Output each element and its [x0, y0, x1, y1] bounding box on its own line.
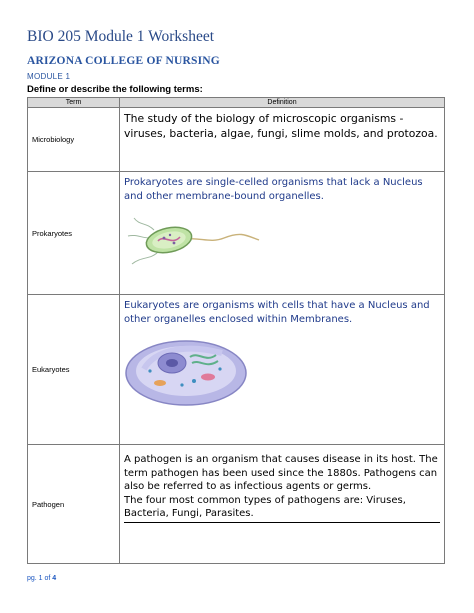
definition-microbiology: The study of the biology of microscopic organisms - viruses, bacteria, algae, fungi, slime molds, and protozoa. — [124, 112, 438, 140]
term-microbiology: Microbiology — [28, 108, 120, 172]
term-prokaryotes: Prokaryotes — [28, 172, 120, 295]
prokaryote-cell-image — [124, 208, 264, 270]
page-title: BIO 205 Module 1 Worksheet — [27, 28, 215, 45]
definition-prokaryotes: Prokaryotes are single-celled organisms that lack a Nucleus and other membrane-bound organelles. — [124, 177, 423, 202]
page-total: 4 — [52, 575, 57, 582]
definition-pathogen: A pathogen is an organism that causes disease in its host. The term pathogen has been used since the 1880s. Pathogens can also be referred to as infectious agents or germs. — [124, 454, 438, 492]
definition-pathogen-types: The four most common types of pathogens are: Viruses, Bacteria, Fungi, Parasites. — [124, 494, 440, 523]
table-header-row — [28, 98, 445, 108]
header-term: Term — [28, 98, 120, 108]
page-number-label: pg. 1 of — [27, 575, 53, 582]
module-heading: MODULE 1 — [27, 72, 71, 81]
school-heading: ARIZONA COLLEGE OF NURSING — [27, 55, 220, 67]
eukaryote-cell-image — [124, 331, 249, 409]
table-row — [28, 295, 445, 445]
definition-cell — [120, 172, 445, 295]
table-row — [28, 172, 445, 295]
definition-cell — [120, 295, 445, 445]
definition-cell — [120, 445, 445, 564]
term-pathogen: Pathogen — [28, 445, 120, 564]
definition-cell — [120, 108, 445, 172]
page-footer — [27, 575, 56, 582]
definition-eukaryotes: Eukaryotes are organisms with cells that have a Nucleus and other organelles enclosed within Membranes. — [124, 300, 430, 325]
table-row — [28, 108, 445, 172]
table-row — [28, 445, 445, 564]
terms-table — [27, 97, 445, 564]
term-eukaryotes: Eukaryotes — [28, 295, 120, 445]
instructions: Define or describe the following terms: — [27, 84, 203, 95]
header-definition: Definition — [120, 98, 445, 108]
